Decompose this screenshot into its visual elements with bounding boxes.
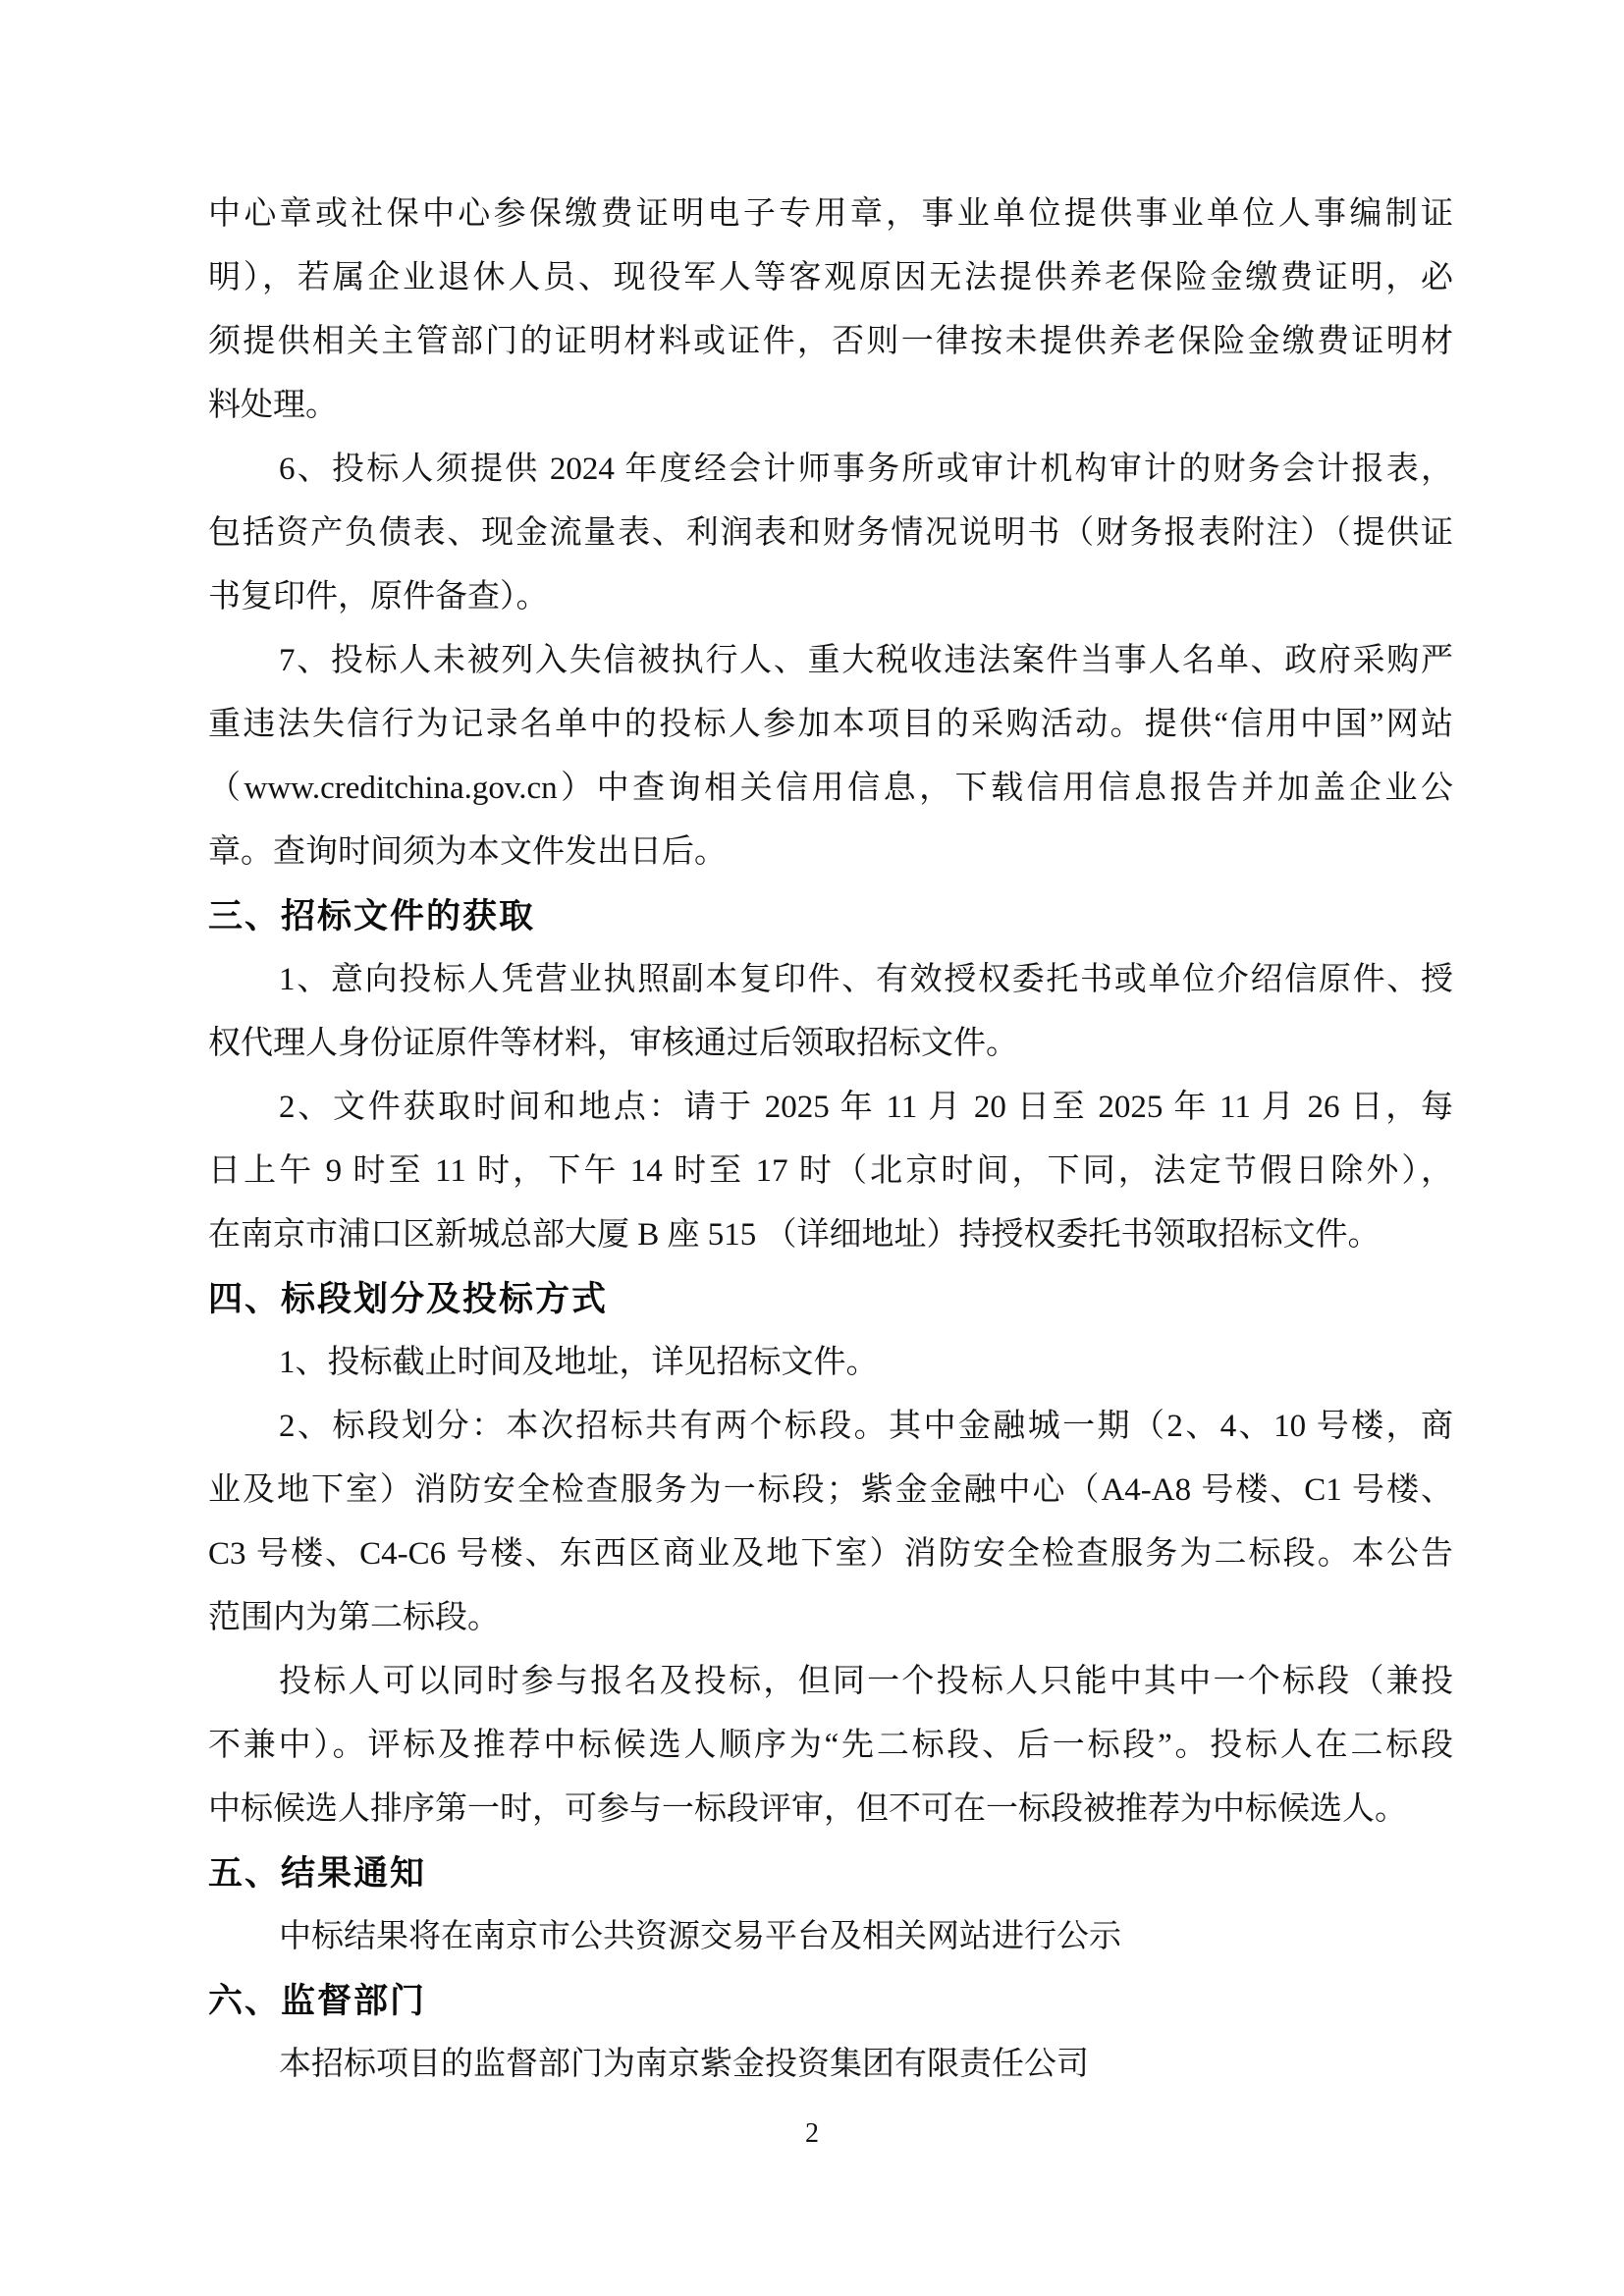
text-line: 在南京市浦口区新城总部大厦 B 座 515 （详细地址）持授权委托书领取招标文件。 [208,1217,1380,1253]
text-line: 2、文件获取时间和地点：请于 2025 年 11 月 20 日至 2025 年 11 月 26 日，每 [279,1090,1453,1125]
text-line: 7、投标人未被列入失信被执行人、重大税收违法案件当事人名单、政府采购严 [279,643,1453,678]
text-line: 6、投标人须提供 2024 年度经会计师事务所或审计机构审计的财务会计报表， [279,452,1453,487]
text-line: 业及地下室）消防安全检查服务为一标段；紫金金融中心（A4-A8 号楼、C1 号楼、 [208,1472,1453,1508]
text-line: 本招标项目的监督部门为南京紫金投资集团有限责任公司 [279,2047,1089,2082]
text-line: 中心章或社保中心参保缴费证明电子专用章，事业单位提供事业单位人事编制证 [208,196,1453,232]
text-line: 章。查询时间须为本文件发出日后。 [208,834,727,870]
text-line: 明），若属企业退休人员、现役军人等客观原因无法提供养老保险金缴费证明，必 [208,260,1453,295]
text-line: 投标人可以同时参与报名及投标，但同一个投标人只能中其中一个标段（兼投 [279,1664,1453,1699]
paragraph [208,2033,1453,2097]
text-line: 权代理人身份证原件等材料，审核通过后领取招标文件。 [208,1026,1018,1061]
paragraph [208,438,1453,629]
text-line: （www.creditchina.gov.cn）中查询相关信用信息，下载信用信息报告并加盖企业公 [208,771,1453,806]
text-line: 中标候选人排序第一时，可参与一标段评审，但不可在一标段被推荐为中标候选人。 [208,1791,1407,1827]
text-line: 重违法失信行为记录名单中的投标人参加本项目的采购活动。提供“信用中国”网站 [208,707,1453,742]
document-body [208,183,1453,2097]
paragraph [208,1650,1453,1842]
paragraph [208,948,1453,1076]
text-line: 包括资产负债表、现金流量表、利润表和财务情况说明书（财务报表附注）（提供证 [208,515,1453,551]
heading-section-6: 六、监督部门 [208,1982,427,2020]
text-line: 须提供相关主管部门的证明材料或证件，否则一律按未提供养老保险金缴费证明材 [208,324,1453,359]
paragraph [208,1395,1453,1650]
text-line: 书复印件，原件备查）。 [208,579,549,614]
paragraph [208,183,1453,438]
page-number: 2 [805,2118,819,2149]
text-line: 2、标段划分：本次招标共有两个标段。其中金融城一期（2、4、10 号楼，商 [279,1409,1453,1444]
paragraph [208,1905,1453,1969]
text-line: 范围内为第二标段。 [208,1600,500,1635]
paragraph [208,1076,1453,1267]
paragraph [208,1331,1453,1395]
heading-section-4: 四、标段划分及投标方式 [208,1280,609,1318]
heading-section-3: 三、招标文件的获取 [208,897,536,935]
text-line: 料处理。 [208,388,338,423]
text-line: 1、意向投标人凭营业执照副本复印件、有效授权委托书或单位介绍信原件、授 [279,962,1453,997]
text-line: 中标结果将在南京市公共资源交易平台及相关网站进行公示 [279,1919,1121,1954]
text-line: 1、投标截止时间及地址，详见招标文件。 [279,1345,879,1380]
text-line: 日上午 9 时至 11 时，下午 14 时至 17 时（北京时间，下同，法定节假日除外）， [208,1153,1453,1189]
heading-section-5: 五、结果通知 [208,1854,427,1893]
text-line: C3 号楼、C4-C6 号楼、东西区商业及地下室）消防安全检查服务为二标段。本公告 [208,1536,1453,1572]
paragraph [208,629,1453,884]
text-line: 不兼中）。评标及推荐中标候选人顺序为“先二标段、后一标段”。投标人在二标段 [208,1728,1453,1763]
page-footer [0,2118,1624,2150]
